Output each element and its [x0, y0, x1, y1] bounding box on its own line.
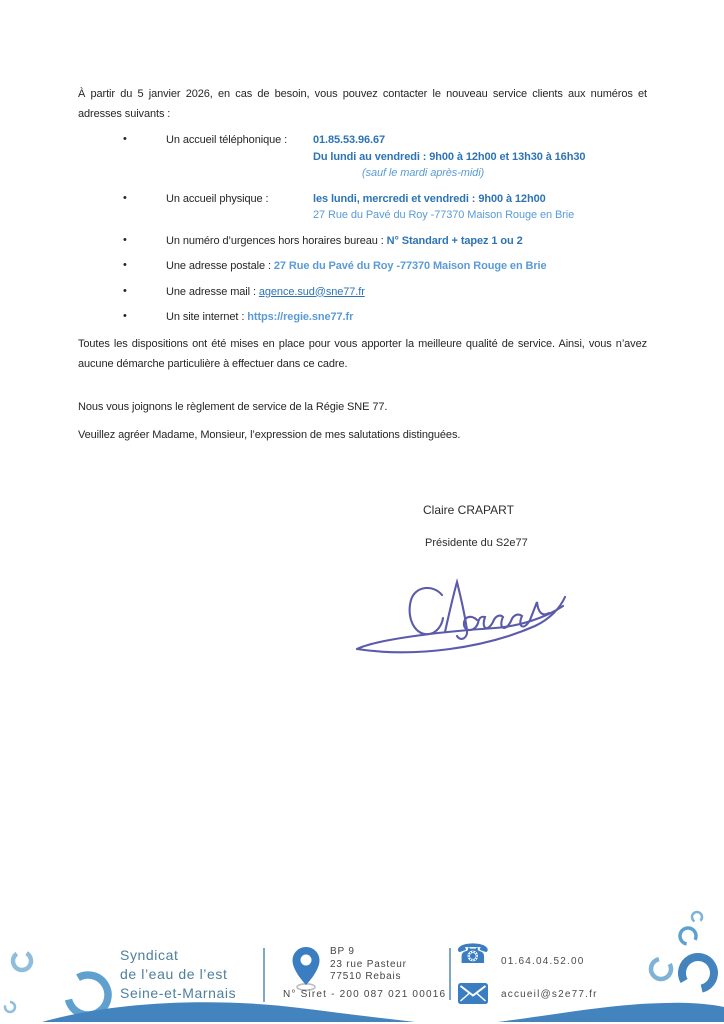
enclosure-paragraph: Nous vous joignons le règlement de service de la Régie SNE 77.	[78, 401, 388, 413]
signatory-name: Claire CRAPART	[423, 503, 514, 517]
email-link[interactable]: agence.sud@sne77.fr	[258, 285, 365, 298]
address-line: BP 9	[330, 946, 355, 957]
handwritten-signature	[345, 570, 570, 660]
brand-line: Syndicat	[120, 947, 179, 963]
bullet-icon: •	[123, 133, 127, 145]
contact-bullet-list	[78, 132, 647, 335]
footer-divider	[449, 948, 451, 1000]
bullet-website	[78, 309, 647, 326]
bullet-line	[166, 132, 647, 149]
bullet-icon: •	[123, 259, 127, 271]
brand-line: Seine-et-Marnais	[120, 985, 237, 1001]
bullet-physical-reception	[78, 191, 647, 224]
address-line: 23 rue Pasteur	[330, 958, 407, 970]
footer-brand	[120, 946, 236, 1003]
phone-number: 01.85.53.96.67	[313, 134, 386, 146]
brand-line: de l’eau de l’est	[120, 966, 228, 982]
emergency-number: N° Standard + tapez 1 ou 2	[386, 234, 523, 247]
reception-days: les lundi, mercredi et vendredi : 9h00 à 12h00	[313, 192, 546, 205]
footer-siret: N° Siret - 200 087 021 00016	[283, 989, 447, 1000]
bullet-label: Un numéro d’urgences hors horaires bureau :	[166, 234, 384, 247]
dispositions-paragraph: Toutes les dispositions ont été mises en place pour vous apporter la meilleure qualité de service. Ainsi, vous n’avez aucune démarche particulière à effectuer dans ce cadre.	[78, 338, 647, 370]
footer-email: accueil@s2e77.fr	[501, 989, 598, 1000]
bullet-label: Un accueil physique :	[166, 192, 269, 205]
footer-divider	[263, 948, 265, 1002]
bullet-icon: •	[123, 233, 127, 246]
bullet-label: Une adresse mail :	[166, 285, 256, 298]
phone-hours: Du lundi au vendredi : 9h00 à 12h00 et 13h30 à 16h30	[313, 150, 586, 163]
phone-icon: ☎	[456, 939, 490, 970]
postal-address: 27 Rue du Pavé du Roy -77370 Maison Rouge en Brie	[273, 260, 547, 272]
bullet-postal-address	[78, 258, 647, 275]
bullet-label: Un site internet :	[166, 311, 245, 323]
bullet-icon: •	[123, 310, 127, 322]
bullet-label: Une adresse postale :	[166, 260, 271, 272]
website-link[interactable]: https://regie.sne77.fr	[247, 311, 354, 323]
reception-address: 27 Rue du Pavé du Roy -77370 Maison Rouge en Brie	[313, 209, 575, 221]
footer-address	[330, 946, 407, 984]
bullet-emergency-number	[78, 233, 647, 250]
phone-hours-exception: (sauf le mardi après-midi)	[362, 167, 485, 179]
address-line: 77510 Rebais	[330, 971, 402, 982]
footer-phone: 01.64.04.52.00	[501, 956, 585, 967]
location-pin-icon	[291, 946, 321, 992]
bullet-email-address	[78, 284, 647, 301]
bullet-icon: •	[123, 191, 127, 204]
signatory-title: Présidente du S2e77	[425, 537, 528, 549]
envelope-icon	[458, 983, 488, 1004]
closing-paragraph: Veuillez agréer Madame, Monsieur, l’expression de mes salutations distinguées.	[78, 429, 461, 441]
bullet-label: Un accueil téléphonique :	[166, 134, 288, 146]
bullet-line	[166, 191, 647, 208]
intro-paragraph: À partir du 5 janvier 2026, en cas de besoin, vous pouvez contacter le nouveau service clients aux numéros et adresses suivants :	[78, 88, 647, 120]
bullet-icon: •	[123, 284, 127, 297]
bullet-phone-reception	[78, 132, 647, 182]
